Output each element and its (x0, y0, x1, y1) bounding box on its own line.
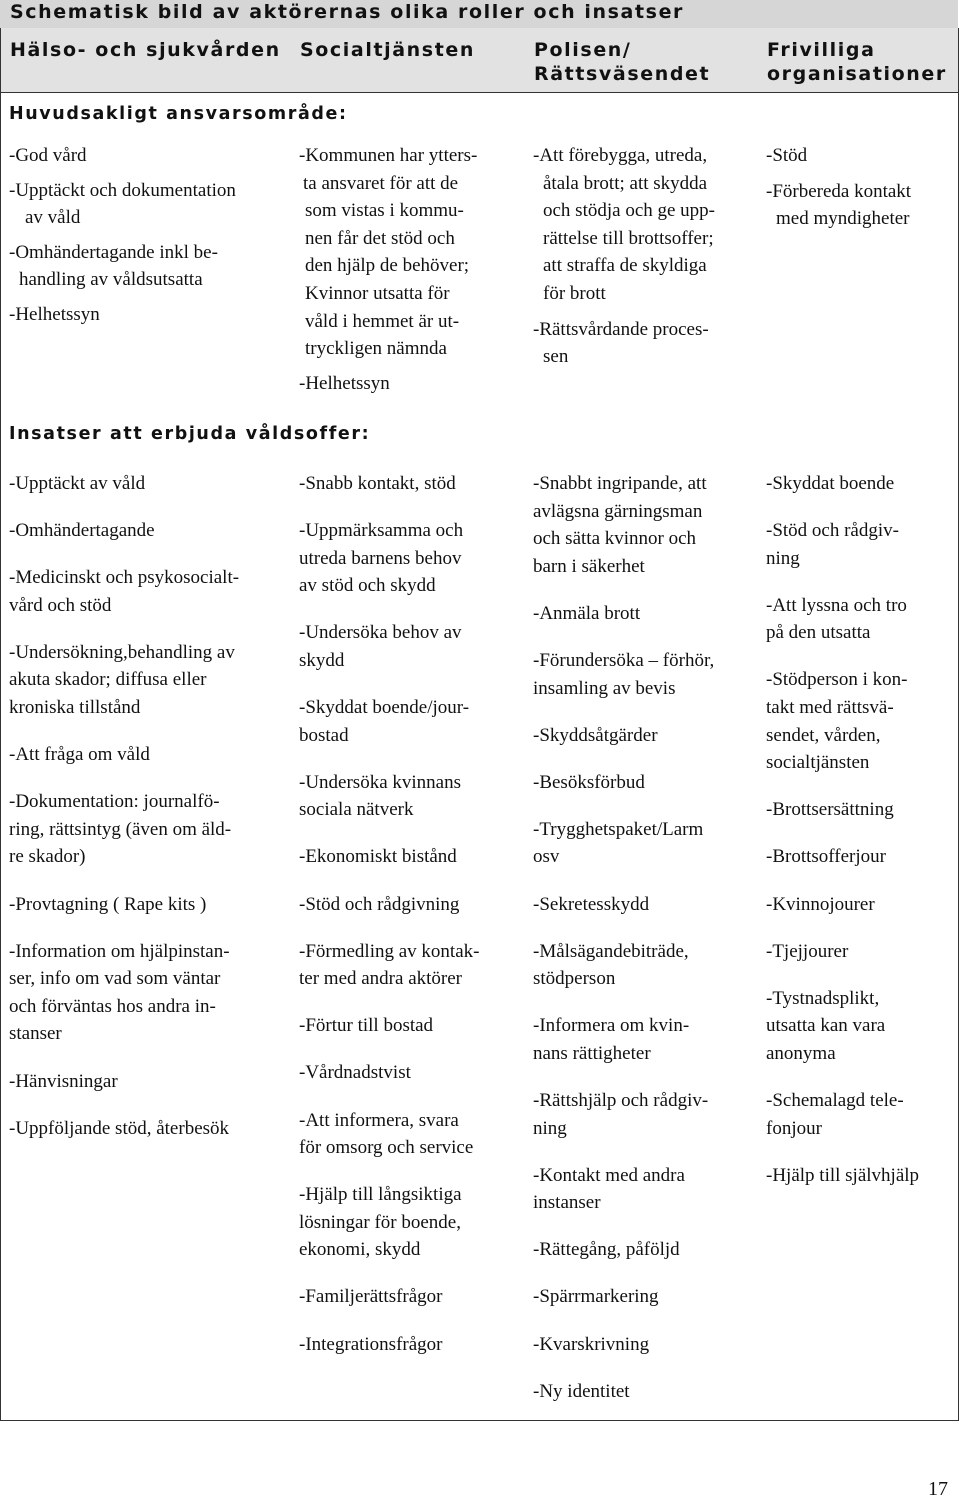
list-item: -Förundersöka – förhör, insamling av bevis (533, 649, 715, 699)
page-title: Schematisk bild av aktörernas olika roller och insatser (10, 1, 685, 23)
list-item: -Förmedling av kontak- ter med andra aktörer (299, 940, 480, 990)
list-item: -Att lyssna och tro på den utsatta (766, 594, 907, 644)
list-item: -Undersökning,behandling av akuta skador; diffusa eller kroniska tillstånd (9, 641, 235, 719)
list-item: -Ekonomiskt bistånd (299, 846, 457, 868)
list-item: -Brottsersättning (766, 799, 894, 821)
responsibility-police (533, 142, 763, 371)
list-item: -Stöd (766, 145, 808, 166)
page-number: 17 (928, 1478, 948, 1500)
list-item: -Dokumentation: journalfö- ring, rättsintyg (även om äld- re skador) (9, 791, 232, 868)
interventions-social (299, 470, 529, 1358)
list-item: -Upptäckt och dokumentation av våld (9, 179, 236, 229)
list-item: -Helhetssyn (299, 372, 390, 394)
list-item: -Skyddat boende (766, 473, 895, 494)
list-item: -Rättegång, påföljd (533, 1239, 680, 1261)
list-item: -Hänvisningar (9, 1070, 118, 1092)
list-item: -Undersöka behov av skydd (299, 622, 462, 671)
list-item: -Schemalagd tele- fonjour (766, 1090, 904, 1139)
responsibility-social (299, 142, 529, 397)
column-header-health: Hälso- och sjukvården (10, 39, 281, 61)
column-header-voluntary: Frivilliga organisationer (767, 39, 947, 85)
section-label-responsibility: Huvudsakligt ansvarsområde: (9, 104, 348, 124)
interventions-voluntary (766, 470, 956, 1189)
list-item: -Besöksförbud (533, 771, 645, 793)
list-item: -Skyddat boende/jour- bostad (299, 697, 470, 746)
section-label-interventions: Insatser att erbjuda våldsoffer: (9, 424, 371, 444)
list-item: -Rättshjälp och rådgiv- ning (533, 1090, 709, 1139)
list-item: -Kontakt med andra instanser (533, 1164, 685, 1214)
list-item: -Integrationsfrågor (299, 1333, 443, 1355)
title-bar (0, 0, 958, 29)
list-item: -Att fråga om våld (9, 744, 150, 766)
list-item: -Omhändertagande (9, 520, 155, 542)
list-item: -Helhetssyn (9, 303, 100, 325)
list-item: -Anmäla brott (533, 602, 641, 624)
list-item: -Förtur till bostad (299, 1015, 434, 1037)
list-item: -Stödperson i kon- takt med rättsvä- sendet, vården, socialtjänsten (766, 669, 908, 774)
interventions-health (9, 470, 294, 1142)
list-item: -Uppföljande stöd, återbesök (9, 1117, 230, 1139)
list-item: -Upptäckt av våld (9, 473, 146, 494)
list-item: -Ny identitet (533, 1380, 630, 1402)
list-item: -Sekretesskydd (533, 893, 650, 915)
list-item: -Stöd och rådgivning (299, 893, 460, 915)
list-item: -Undersöka kvinnans sociala nätverk (299, 771, 461, 821)
list-item: -Uppmärksamma och utreda barnens behov av stöd och skydd (299, 520, 464, 597)
list-item: -Familjerättsfrågor (299, 1286, 443, 1308)
list-item: -Hjälp till självhjälp (766, 1164, 920, 1186)
list-item: -Snabbt ingripande, att avlägsna gärningsman och sätta kvinnor och barn i säkerhet (533, 473, 707, 577)
list-item: -God vård (9, 145, 87, 166)
list-item: -Trygghetspaket/Larm osv (533, 818, 704, 868)
list-item: -Att informera, svara för omsorg och service (299, 1109, 474, 1159)
responsibility-health (9, 142, 294, 329)
list-item: -Målsägandebiträde, stödperson (533, 940, 689, 990)
list-item: -Information om hjälpinstan- ser, info om vad som väntar och förväntas hos andra in- stanser (9, 940, 230, 1045)
list-item: -Snabb kontakt, stöd (299, 473, 456, 494)
list-item: -Omhändertagande inkl be- handling av våldsutsatta (9, 241, 218, 291)
column-header-social: Socialtjänsten (300, 39, 475, 61)
list-item: -Vårdnadstvist (299, 1062, 411, 1084)
list-item: -Provtagning ( Rape kits ) (9, 893, 207, 915)
list-item: -Skyddsåtgärder (533, 724, 658, 746)
list-item: -Medicinskt och psykosocialt- vård och stöd (9, 567, 240, 616)
list-item: -Förbereda kontakt med myndigheter (766, 180, 912, 230)
list-item: -Kommunen har ytters- ta ansvaret för att de som vistas i kommu- nen får det stöd och den hjälp de behöver; Kvinnor utsatta för våld i hemmet är ut- tryckligen nämnda (299, 145, 478, 360)
column-header-row (0, 28, 959, 93)
responsibility-voluntary (766, 142, 956, 233)
list-item: -Kvarskrivning (533, 1333, 650, 1355)
list-item: -Hjälp till långsiktiga lösningar för boende, ekonomi, skydd (299, 1184, 462, 1261)
list-item: -Rättsvårdande proces- sen (533, 318, 709, 368)
list-item: -Att förebygga, utreda, åtala brott; att skydda och stödja och ge upp- rättelse till brottsoffer; att straffa de skyldiga för brott (533, 145, 716, 304)
list-item: -Kvinnojourer (766, 893, 875, 915)
list-item: -Tjejjourer (766, 940, 849, 962)
list-item: -Stöd och rådgiv- ning (766, 520, 899, 569)
list-item: -Tystnadsplikt, utsatta kan vara anonyma (766, 987, 886, 1064)
column-header-police: Polisen/ Rättsväsendet (534, 39, 711, 85)
list-item: -Informera om kvin- nans rättigheter (533, 1015, 690, 1064)
interventions-police (533, 470, 763, 1405)
list-item: -Brottsofferjour (766, 846, 886, 868)
list-item: -Spärrmarkering (533, 1286, 659, 1308)
